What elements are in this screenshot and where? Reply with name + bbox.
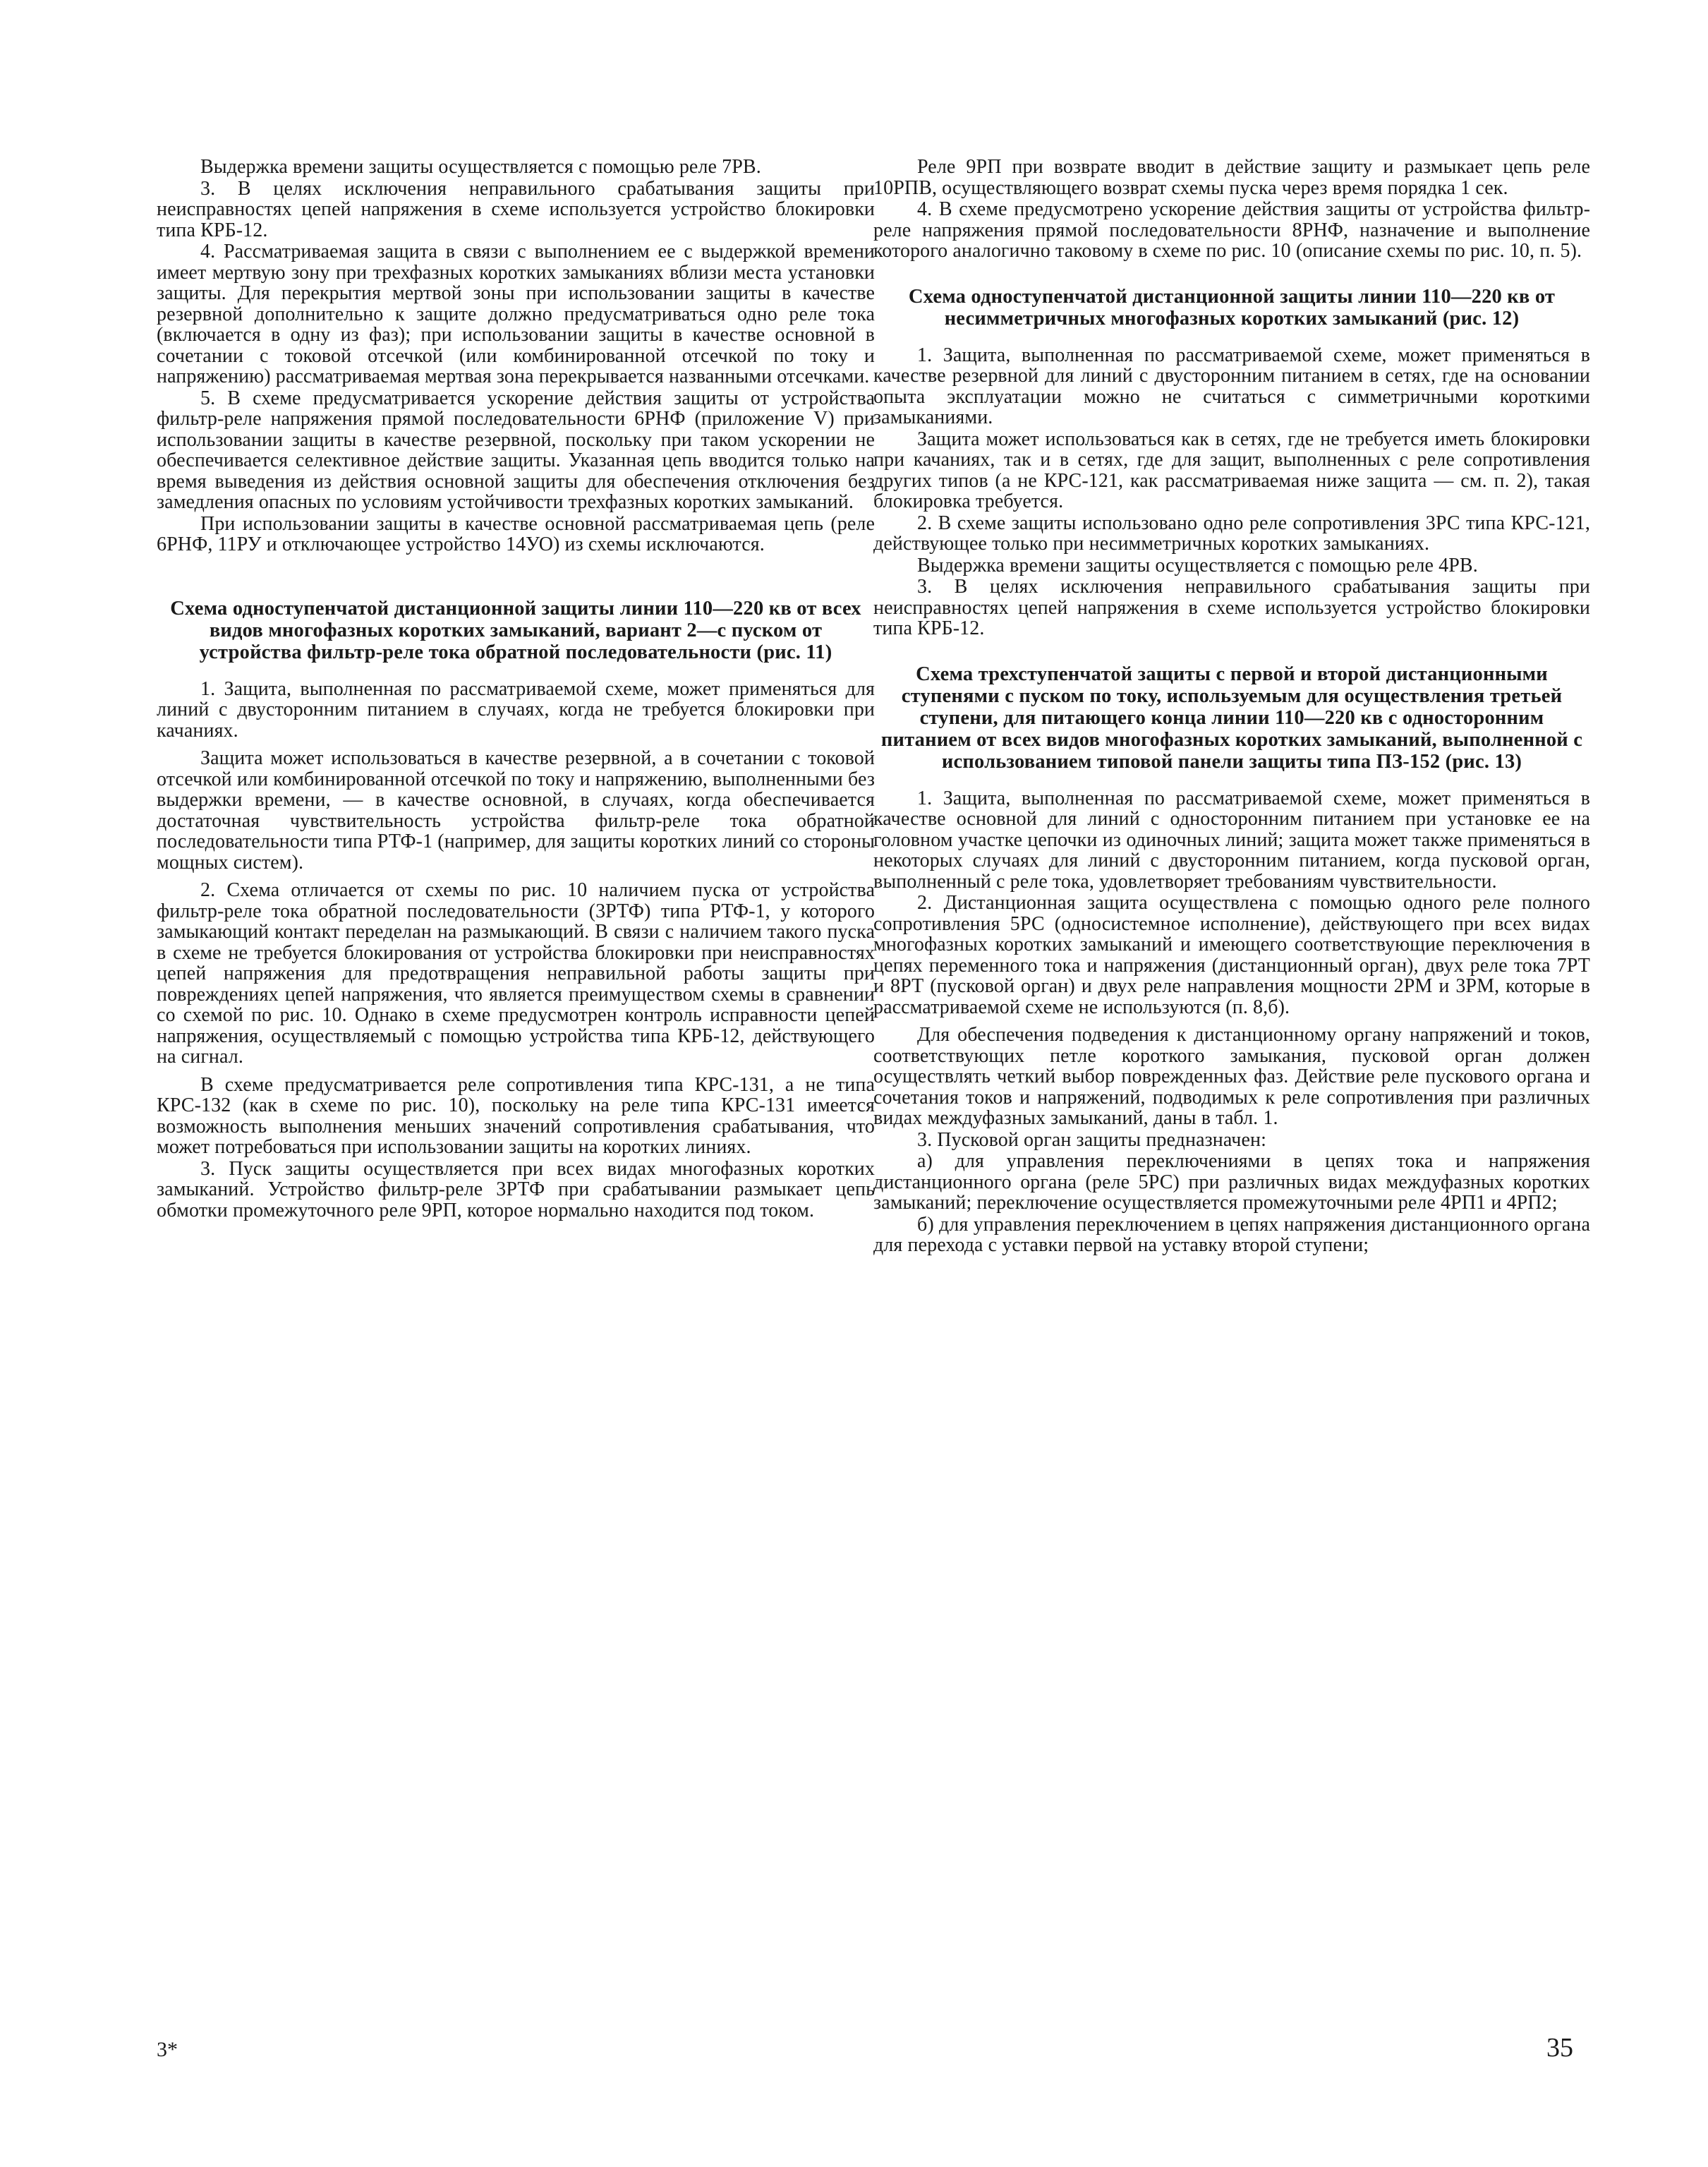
paragraph: 4. В схеме предусмотрено ускорение действия защиты от устройства фильтр-реле напряжения прямой последовательности 8РНФ, назначение и выполнение которого аналогично таковому в схеме по рис. 10 (описание схемы по рис. 10, п. 5). [873,198,1590,262]
paragraph: Реле 9РП при возврате вводит в действие защиту и размыкает цепь реле 10РПВ, осуществляющего возврат схемы пуска через время порядка 1 сек. [873,156,1590,199]
section-heading: Схема одноступенчатой дистанционной защиты линии 110—220 кв от всех видов многофазных коротких замыканий, вариант 2—с пуском от устройства фильтр-реле тока обратной последовательности (рис. 11) [170,597,861,663]
paragraph: 3. Пуск защиты осуществляется при всех видах многофазных коротких замыканий. Устройство фильтр-реле 3РТФ при срабатывании размыкает цепь обмотки промежуточного реле 9РП, которое нормально находится под током. [157,1157,875,1221]
paragraph: 2. В схеме защиты использовано одно реле сопротивления 3РС типа КРС-121, действующее только при несимметричных коротких замыканиях. [873,512,1590,555]
paragraph: Защита может использоваться как в сетях, где не требуется иметь блокировки при качаниях, так и в сетях, где для защит, выполненных с реле сопротивления других типов (а не КРС-121, как рассматриваемая ниже защита — см. п. 2), такая блокировка требуется. [873,428,1590,512]
paragraph: 3. В целях исключения неправильного срабатывания защиты при неисправностях цепей напряжения в схеме используется устройство блокировки типа КРБ-12. [873,576,1590,639]
section-heading: Схема одноступенчатой дистанционной защиты линии 110—220 кв от несимметричных многофазных коротких замыканий (рис. 12) [908,285,1556,330]
paragraph: 1. Защита, выполненная по рассматриваемой схеме, может применяться в качестве основной для линий с односторонним питанием при установке ее на головном участке цепочки из одиночных линий; защита может также применяться в некоторых случаях для линий с двусторонним питанием, когда пусковой орган, выполненный с реле тока, удовлетворяет требованиям чувствительности. [873,787,1590,893]
paragraph: 3. Пусковой орган защиты предназначен: [917,1128,1266,1151]
paragraph: 3. В целях исключения неправильного срабатывания защиты при неисправностях цепей напряжения в схеме используется устройство блокировки типа КРБ-12. [157,177,875,241]
paragraph: б) для управления переключением в цепях напряжения дистанционного органа для перехода с уставки первой на уставку второй ступени; [873,1213,1590,1256]
paragraph: 4. Рассматриваемая защита в связи с выполнением ее с выдержкой времени имеет мертвую зону при трехфазных коротких замыканиях вблизи места установки защиты. Для перекрытия мертвой зоны при использовании защиты в качестве резервной дополнительно к защите должно предусматриваться одно реле тока (включается в одну из фаз); при использовании защиты в качестве основной в сочетании с токовой отсечкой (или комбинированной отсечкой по току и напряжению) рассматриваемая мертвая зона перекрывается названными отсечками. [157,241,875,387]
paragraph: Для обеспечения подведения к дистанционному органу напряжений и токов, соответствующих петле короткого замыкания, пусковой орган должен осуществлять четкий выбор поврежденных фаз. Действие реле пускового органа и сочетания токов и напряжений, подводимых к реле сопротивления при различных видах междуфазных замыканий, даны в табл. 1. [873,1024,1590,1129]
paragraph: При использовании защиты в качестве основной рассматриваемая цепь (реле 6РНФ, 11РУ и отключающее устройство 14УО) из схемы исключаются. [157,512,875,555]
paragraph: 1. Защита, выполненная по рассматриваемой схеме, может применяться для линий с двусторонним питанием в случаях, когда не требуется блокировки при качаниях. [157,677,875,742]
paragraph: В схеме предусматривается реле сопротивления типа КРС-131, а не типа КРС-132 (как в схеме по рис. 10), поскольку на реле типа КРС-131 имеется возможность выполнения меньших значений сопротивления срабатывания, что может потребоваться при использовании защиты на коротких линиях. [157,1073,875,1158]
paragraph: 2. Схема отличается от схемы по рис. 10 наличием пуска от устройства фильтр-реле тока обратной последовательности (3РТФ) типа РТФ-1, у которого замыкающий контакт переделан на размыкающий. В связи с наличием такого пуска в схеме не требуется блокирования от устройства блокировки при неисправностях цепей напряжения для предотвращения неправильной работы защиты при повреждениях цепей напряжения, что является преимуществом схемы в сравнении со схемой по рис. 10. Однако в схеме предусмотрен контроль исправности цепей напряжения, осуществляемый с помощью устройства типа КРБ-12, действующего на сигнал. [157,879,875,1068]
right-column [873,157,1590,1256]
paragraph: 5. В схеме предусматривается ускорение действия защиты от устройства фильтр-реле напряжения прямой последовательности 6РНФ (приложение V) при использовании защиты в качестве резервной, поскольку при таком ускорении не обеспечивается селективное действие защиты. Указанная цепь вводится только на время выведения из действия основной защиты для обеспечения отключения без замедления опасных по условиям устойчивости трехфазных коротких замыканий. [157,387,875,513]
paragraph: 2. Дистанционная защита осуществлена с помощью одного реле полного сопротивления 5РС (односистемное исполнение), действующего при всех видах многофазных коротких замыканий и имеющего соответствующие переключения в цепях переменного тока и напряжения (дистанционный орган), двух реле тока 7РТ и 8РТ (пусковой орган) и двух реле направления мощности 2РМ и 3РМ, которые в рассматриваемой схеме не используются (п. 8,б). [873,892,1590,1018]
paragraph: Защита может использоваться в качестве резервной, а в сочетании с токовой отсечкой или комбинированной отсечкой по току и напряжению, выполненными без выдержки времени, — в качестве основной, в случаях, когда обеспечивается достаточная чувствительность устройства фильтр-реле тока обратной последовательности типа РТФ-1 (например, для защиты коротких линий со стороны мощных систем). [157,747,875,874]
page-number: 35 [1546,2033,1573,2063]
paragraph: 1. Защита, выполненная по рассматриваемой схеме, может применяться в качестве резервной для линий с двусторонним питанием в сетях, где на основании опыта эксплуатации можно не считаться с симметричными короткими замыканиями. [873,344,1590,428]
section-heading: Схема трехступенчатой защиты с первой и второй дистанционными ступенями с пуском по току, используемым для осуществления третьей ступени, для питающего конца линии 110—220 кв с односторонним питанием от всех видов многофазных коротких замыканий, выполненной с использованием типовой панели защиты типа ПЗ-152 (рис. 13) [880,663,1583,773]
signature-mark: 3* [157,2038,178,2061]
paragraph: Выдержка времени защиты осуществляется с помощью реле 4РВ. [917,554,1478,577]
left-column [157,157,875,1221]
paragraph: Выдержка времени защиты осуществляется с помощью реле 7РВ. [200,156,761,178]
paragraph: а) для управления переключениями в цепях тока и напряжения дистанционного органа (реле 5РС) при различных видах междуфазных коротких замыканий; переключение осуществляется промежуточными реле 4РП1 и 4РП2; [873,1150,1590,1214]
